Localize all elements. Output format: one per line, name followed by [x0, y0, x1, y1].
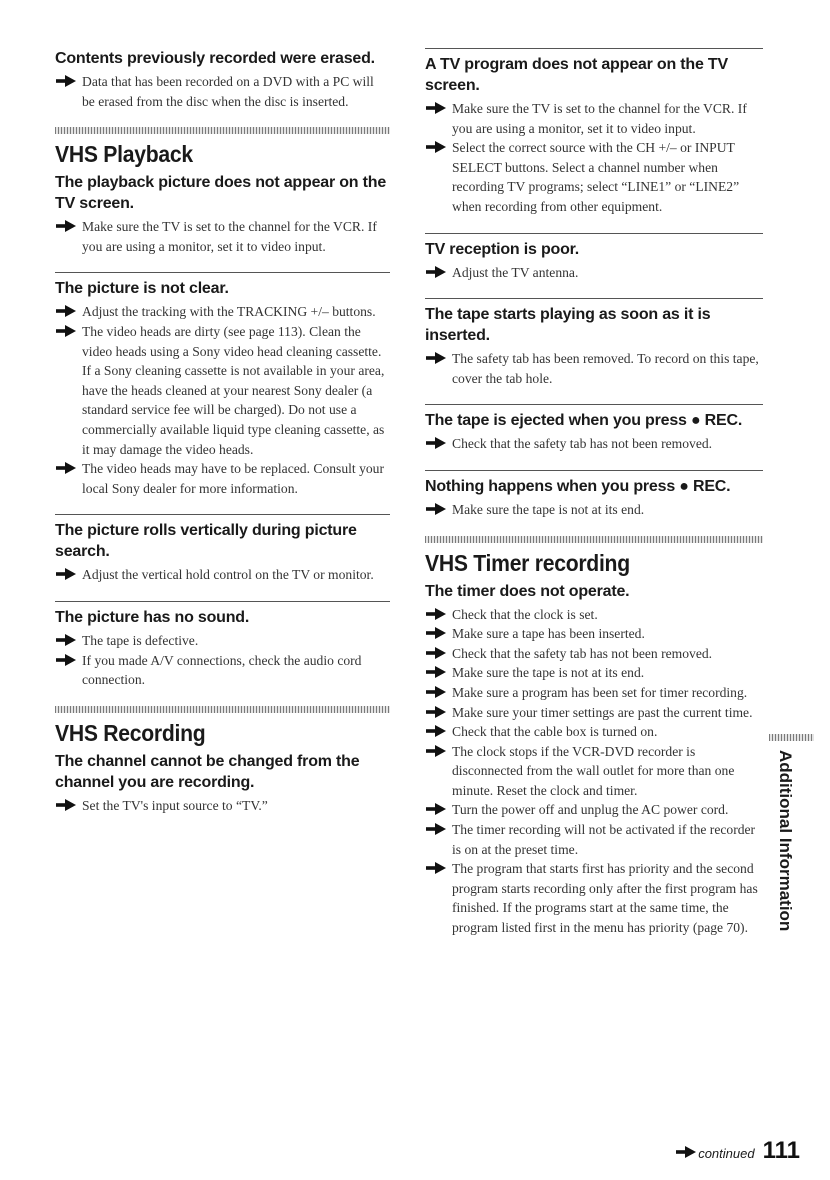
topic-channel-cannot-change — [55, 751, 390, 816]
list-item — [55, 322, 390, 459]
topic-title: The playback picture does not appear on the TV screen. — [55, 174, 387, 213]
topic-picture-not-clear — [55, 278, 390, 498]
item-text: Check that the safety tab has not been removed. — [452, 436, 713, 452]
topic-no-sound — [55, 607, 390, 690]
item-text: Make sure the tape is not at its end. — [452, 501, 645, 517]
item-text: Check that the cable box is turned on. — [452, 724, 658, 740]
arrow-right-icon — [56, 654, 76, 666]
list-item — [425, 138, 763, 216]
item-text: Make sure the tape is not at its end. — [452, 665, 645, 681]
topic-playback-no-picture — [55, 172, 390, 256]
list-item — [55, 651, 390, 690]
item-text: If you made A/V connections, check the audio cord connection. — [82, 652, 362, 688]
arrow-right-icon — [426, 686, 446, 698]
list-item — [55, 217, 390, 256]
item-text: Make sure a program has been set for timer recording. — [452, 684, 748, 700]
arrow-right-icon — [426, 725, 446, 737]
arrow-right-icon — [426, 666, 446, 678]
list-item — [425, 800, 763, 820]
topic-tape-starts-playing — [425, 304, 763, 388]
section-heading-vhs-recording: VHS Recording — [55, 719, 206, 746]
list-item — [425, 663, 763, 683]
item-text: Select the correct source with the CH +/– or INPUT SELECT buttons. Select a channel number when recording TV programs; select “LINE1” or “LINE2” when recording from other equipment. — [452, 140, 740, 214]
item-text: The safety tab has been removed. To record on this tape, cover the tab hole. — [452, 351, 759, 386]
list-item — [425, 644, 763, 664]
side-tab-label: Additional Information — [776, 750, 795, 932]
topic-timer-not-operate — [425, 581, 763, 938]
arrow-right-icon — [56, 568, 76, 580]
list-item — [55, 459, 390, 498]
continued-label: continued — [698, 1146, 755, 1161]
list-item — [55, 72, 390, 111]
topic-title: The tape starts playing as soon as it is inserted. — [425, 306, 711, 345]
topic-tv-reception-poor — [425, 239, 763, 283]
item-text: Adjust the TV antenna. — [452, 264, 579, 280]
list-item — [425, 349, 763, 388]
list-item — [55, 631, 390, 651]
divider — [425, 233, 763, 234]
topic-title: TV reception is poor. — [425, 240, 580, 258]
arrow-right-icon — [56, 325, 76, 337]
list-item — [55, 565, 390, 585]
arrow-right-icon — [56, 220, 76, 232]
side-tab — [769, 734, 814, 932]
item-text: Adjust the vertical hold control on the TV or monitor. — [82, 567, 374, 583]
list-item — [425, 859, 763, 937]
arrow-right-icon — [426, 647, 446, 659]
item-text: Adjust the tracking with the TRACKING +/– buttons. — [82, 304, 376, 320]
topic-picture-rolls — [55, 520, 390, 585]
topic-tv-program-not-appear — [425, 54, 763, 217]
divider — [425, 48, 763, 49]
arrow-right-icon — [426, 141, 446, 153]
item-text: Make sure the TV is set to the channel for the VCR. If you are using a monitor, set it to video input. — [452, 101, 747, 136]
arrow-right-icon — [426, 437, 446, 449]
divider — [55, 601, 390, 602]
section-heading-vhs-timer: VHS Timer recording — [425, 549, 630, 576]
item-text: The video heads are dirty (see page 113). Clean the video heads using a Sony video head cleaning cassette. If a Sony cleaning cassette is not available in your area, have the heads cleaned at your nearest Sony dealer (a standard service fee will be charged). Do not use a commercially available liquid type cleaning cassette, as it may damage the video heads. — [82, 323, 385, 457]
arrow-right-icon — [426, 266, 446, 278]
section-divider — [55, 706, 390, 713]
side-tab-label-wrap — [773, 750, 795, 932]
item-text: The video heads may have to be replaced. Consult your local Sony dealer for more information. — [82, 461, 384, 496]
arrow-right-icon — [56, 75, 76, 87]
arrow-right-icon — [426, 503, 446, 515]
topic-title: Contents previously recorded were erased. — [55, 50, 375, 67]
topic-title: The channel cannot be changed from the channel you are recording. — [55, 752, 360, 791]
arrow-right-icon — [426, 102, 446, 114]
list-item — [425, 683, 763, 703]
item-text: Check that the clock is set. — [452, 606, 598, 622]
arrow-right-icon — [426, 803, 446, 815]
arrow-right-icon — [426, 823, 446, 835]
page-footer — [676, 1137, 800, 1165]
list-item — [425, 820, 763, 859]
arrow-right-icon — [676, 1146, 696, 1161]
list-item — [55, 302, 390, 322]
topic-title: The picture is not clear. — [55, 280, 229, 298]
section-divider — [55, 127, 390, 134]
arrow-right-icon — [426, 706, 446, 718]
list-item — [425, 263, 763, 283]
arrow-right-icon — [426, 352, 446, 364]
item-text: Check that the safety tab has not been removed. — [452, 645, 713, 661]
topic-title: The timer does not operate. — [425, 582, 630, 600]
arrow-right-icon — [426, 608, 446, 620]
list-item — [55, 796, 390, 816]
topic-contents-erased — [55, 48, 390, 111]
list-item — [425, 742, 763, 801]
continued-indicator — [676, 1146, 754, 1161]
item-text: The tape is defective. — [82, 632, 199, 648]
list-item — [425, 500, 763, 520]
arrow-right-icon — [56, 634, 76, 646]
divider — [425, 404, 763, 405]
topic-title: A TV program does not appear on the TV screen. — [425, 56, 728, 94]
list-item — [425, 99, 763, 138]
list-item — [425, 434, 763, 454]
arrow-right-icon — [426, 745, 446, 757]
item-text: The program that starts first has priority and the second program starts recording only after the first program has finished. If the programs start at the same time, the program listed first in the menu has priority (page 70). — [452, 861, 758, 936]
topic-tape-ejected — [425, 410, 763, 454]
arrow-right-icon — [56, 799, 76, 811]
list-item — [425, 722, 763, 742]
right-column — [425, 48, 763, 954]
topic-title: The tape is ejected when you press ● REC. — [425, 412, 743, 430]
divider — [425, 298, 763, 299]
item-text: Turn the power off and unplug the AC power cord. — [452, 802, 729, 818]
topic-title: The picture has no sound. — [55, 608, 250, 626]
section-heading-vhs-playback: VHS Playback — [55, 141, 193, 168]
arrow-right-icon — [56, 305, 76, 317]
section-divider — [425, 536, 763, 543]
item-text: Make sure the TV is set to the channel for the VCR. If you are using a monitor, set it to video input. — [82, 219, 377, 254]
topic-title: Nothing happens when you press ● REC. — [425, 477, 731, 495]
topic-title: The picture rolls vertically during picture search. — [55, 522, 357, 561]
divider — [425, 470, 763, 471]
arrow-right-icon — [426, 627, 446, 639]
item-text: Make sure a tape has been inserted. — [452, 626, 645, 642]
item-text: The timer recording will not be activated if the recorder is on at the preset time. — [452, 822, 756, 857]
arrow-right-icon — [426, 862, 446, 874]
item-text: Set the TV's input source to “TV.” — [82, 797, 268, 813]
item-text: Data that has been recorded on a DVD with a PC will be erased from the disc when the disc is inserted. — [82, 74, 374, 109]
side-tab-band — [769, 734, 814, 741]
divider — [55, 272, 390, 273]
left-column — [55, 48, 390, 831]
page-number: 111 — [762, 1137, 800, 1164]
arrow-right-icon — [56, 462, 76, 474]
topic-nothing-happens — [425, 476, 763, 520]
item-text: The clock stops if the VCR-DVD recorder is disconnected from the wall outlet for more than one minute. Reset the clock and timer. — [452, 743, 735, 798]
divider — [55, 514, 390, 515]
list-item — [425, 605, 763, 625]
item-text: Make sure your timer settings are past the current time. — [452, 704, 753, 720]
list-item — [425, 703, 763, 723]
list-item — [425, 624, 763, 644]
